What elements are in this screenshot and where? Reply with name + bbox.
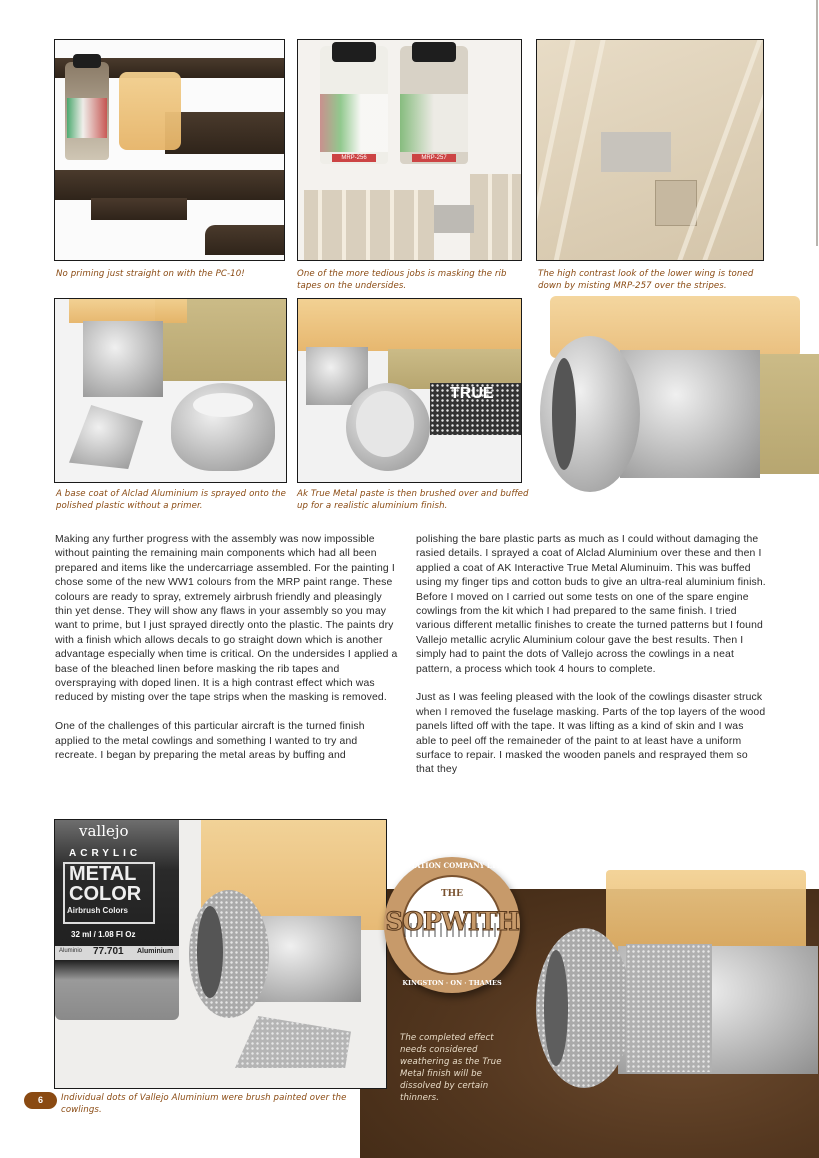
cowling-panel [235, 1016, 351, 1068]
bottle-label-box: METAL COLOR Airbrush Colors [63, 862, 155, 924]
article-column-2 [416, 533, 766, 792]
logo-name: SOPWITH [385, 907, 519, 936]
logo-bottom-arc: KINGSTON · ON · THAMES [402, 979, 502, 987]
dotted-panel [626, 944, 712, 1072]
sopwith-logo [384, 857, 520, 993]
masking-tape [69, 299, 187, 323]
bottle-volume: 32 ml / 1.08 Fl Oz [71, 930, 136, 939]
wing-center [601, 132, 671, 172]
mrp-bottle [65, 62, 109, 160]
bottle-label [67, 98, 107, 138]
cowling-ring [346, 383, 430, 471]
photo-completed-cowling [536, 870, 819, 1070]
masking-tape [606, 870, 806, 952]
wing-part [55, 170, 285, 200]
caption-pc10: No priming just straight on with the PC-10! [56, 269, 245, 279]
wing-part [165, 112, 285, 154]
bottle-code: 77.701 [93, 946, 124, 957]
caption-vallejo-dots: Individual dots of Vallejo Aluminium were brush painted over the cowlings. [61, 1093, 347, 1115]
photo-lower-wing-stripes [536, 39, 764, 261]
paragraph: polishing the bare plastic parts as much as I could without damaging the rasied details. I sprayed a coat of Alclad Aluminium over these and then I applied a coat of AK Interactive True Metal Aluminuim. This was buffed using my finger tips and cotton buds to give an ultra-real aluminium finish. Before I moved on I carried out some tests on one of the spare engine cowlings from the kit which I had prepared to the same finish. I tried various different metallic finishes to create the turned patterns but I found Vallejo metallic acrylic Aluminium colour gave the best results. Then I simply had to paint the dots of Vallejo across the cowlings in a neat pattern, a process which took 4 hours to complete. [416, 534, 766, 675]
tube-label: TRUE [450, 385, 494, 402]
logo-top-arc: AVIATION COMPANY LTD [401, 861, 503, 870]
bottle-line1: ACRYLIC [69, 848, 142, 859]
bottle-brand: vallejo [79, 822, 129, 840]
photo-doped-linen-bottles [297, 39, 522, 261]
caption-doped-linen: One of the more tedious jobs is masking the rib tapes on the undersides. [297, 269, 507, 291]
bottle-label [320, 94, 388, 152]
logo-the: THE [440, 889, 464, 899]
dotted-cowling [189, 890, 269, 1018]
wing-cutout [655, 180, 697, 226]
wing-center [434, 205, 474, 233]
page-edge-rule [816, 0, 818, 246]
bottle-cap [332, 42, 376, 62]
photo-buffed-cowling [530, 296, 819, 494]
page-number: 6 [24, 1092, 57, 1109]
bottle-label [400, 94, 468, 152]
mrp-bottle-256 [320, 46, 388, 164]
paragraph: Just as I was feeling pleased with the look of the cowlings disaster struck when I removed the fuselage masking. Parts of the top layers of the wood panels lifted off with the tape. It was lifting as a kind of skin and I was able to peel off the remaineder of the paint to at least have a uniform surface to repair. I masked the wooden panels and resprayed them so that they [416, 692, 766, 776]
article-column-1 [55, 533, 400, 778]
photo-pc10-wings [54, 39, 285, 261]
wing-section [470, 174, 522, 261]
mrp-bottle-257 [400, 46, 468, 164]
paragraph: One of the challenges of this particular aircraft is the turned finish applied to the metal cowlings and something I wanted to try and recreate. I began by preparing the metal areas by buffing and [55, 721, 365, 762]
paragraph: Making any further progress with the assembly was now impossible without painting the remaining main components which had all been prepared and items like the undercarriage assembled. For the painting I chose some of the new WW1 colours from the MRP paint range. These colours are ready to spray, extremely airbrush friendly and pleasingly thin yet dense. They will show any flaws in your assembly so you may want to prime, but I just sprayed directly onto the plastic. The paints dry with a finish which allows decals to go straight down which is another advantage especially when time is critical. On the undersides I applied a base of the bleached linen before masking the rib tapes and overspraying with doped linen. It is a high contrast effect which was reduced by misting over the tape strips when the masking is removed. [55, 534, 398, 704]
vallejo-bottle: vallejo ACRYLIC METAL COLOR Airbrush Colors 32 ml / 1.08 Fl Oz Aluminio 77.701 Aluminium [55, 820, 179, 1020]
caption-completed-effect: The completed effect needs considered weathering as the True Metal finish will be dissolved by certain thinners. [400, 1033, 502, 1103]
caption-ak-true-metal: Ak True Metal paste is then brushed over and buffed up for a realistic aluminium finish. [297, 489, 529, 511]
bottle-cap [412, 42, 456, 62]
masking-tape [119, 72, 181, 150]
wing-part [91, 198, 187, 220]
wing-part [205, 225, 285, 255]
photo-ak-true-metal [297, 298, 522, 483]
cowling-panel [69, 405, 143, 469]
fuselage-front [620, 350, 760, 478]
bottle-code: MRP-257 [412, 154, 456, 162]
bottle-code: MRP-256 [332, 154, 376, 162]
photo-alclad-base [54, 298, 287, 483]
fuselage-front [83, 321, 163, 397]
cowling-ring [171, 383, 275, 471]
caption-lower-wing: The high contrast look of the lower wing is toned down by misting MRP-257 over the stripes. [538, 269, 754, 291]
masking-tape [298, 299, 522, 351]
dotted-cowling [536, 928, 632, 1088]
cowling [540, 336, 640, 492]
ak-tube [430, 383, 522, 435]
caption-alclad: A base coat of Alclad Aluminium is sprayed onto the polished plastic without a primer. [56, 489, 287, 511]
photo-vallejo-dots [54, 819, 387, 1089]
bottle-cap [73, 54, 101, 68]
